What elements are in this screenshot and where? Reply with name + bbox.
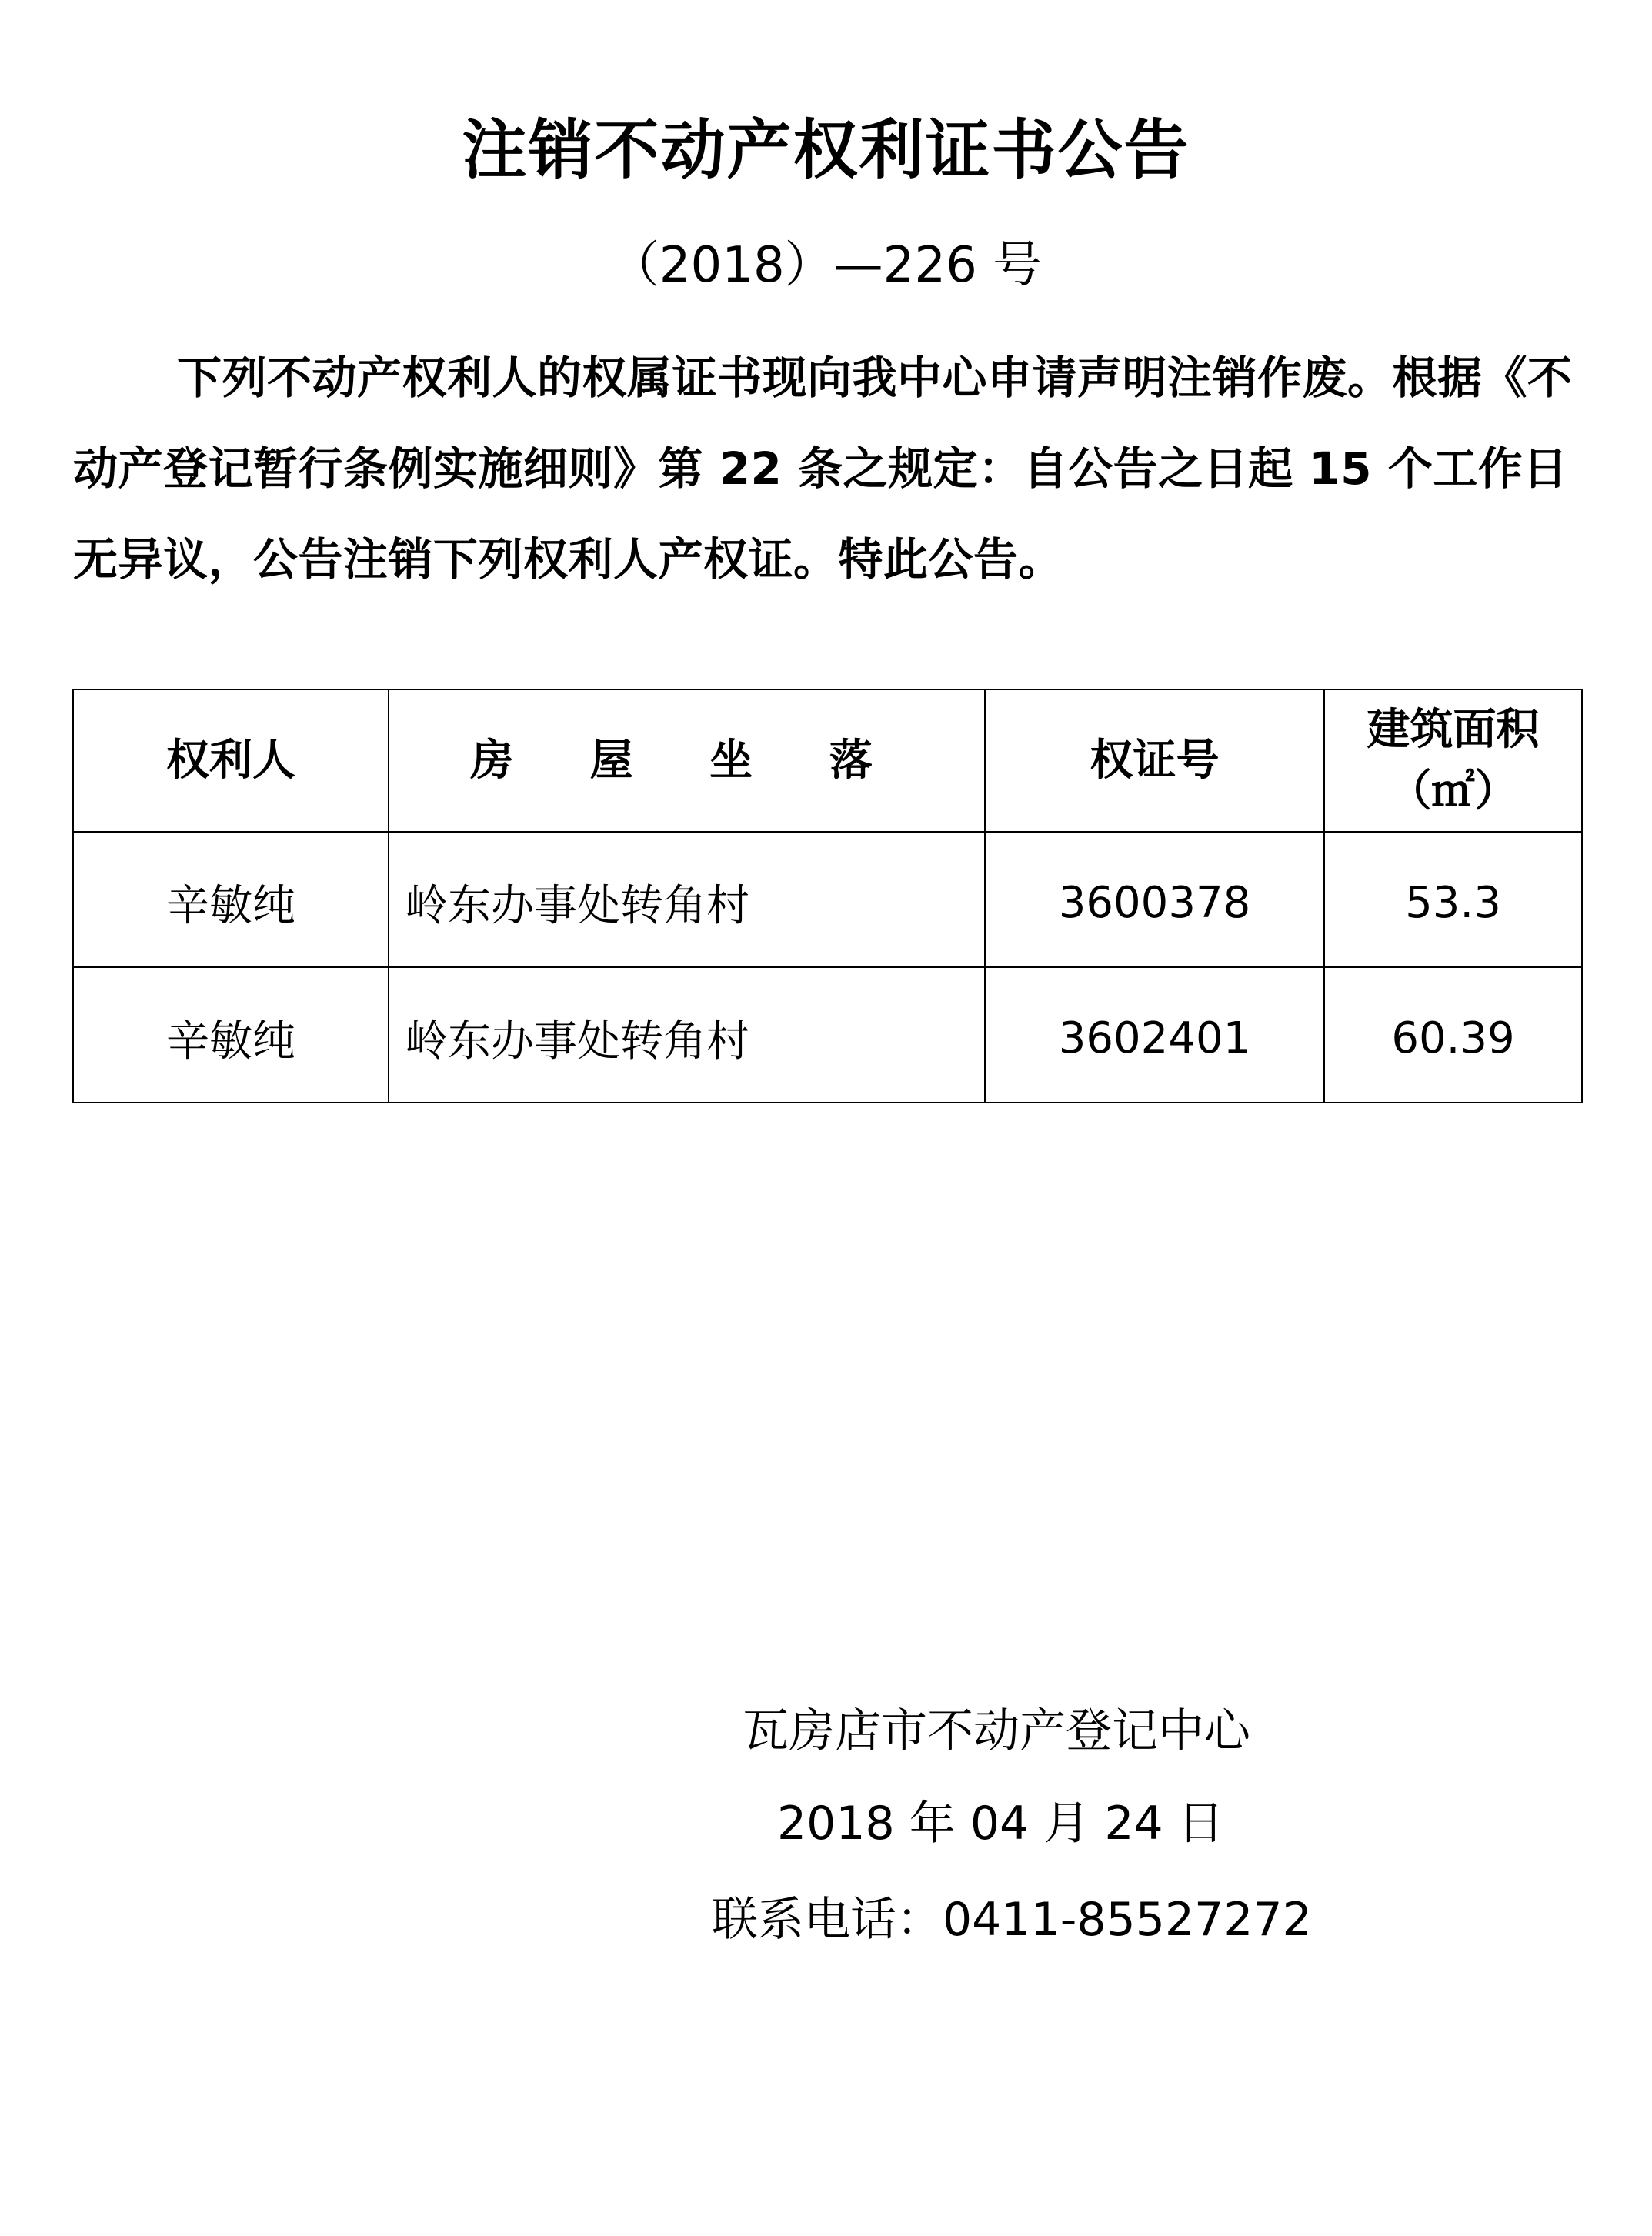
cell-location: 岭东办事处转角村	[389, 967, 985, 1103]
records-table	[72, 689, 1583, 1103]
cell-area: 53.3	[1324, 832, 1582, 967]
header-location	[389, 689, 985, 832]
cell-owner: 辛敏纯	[73, 967, 389, 1103]
notice-title: 注销不动产权利证书公告	[462, 112, 1190, 188]
issue-date: 2018 年 04 月 24 日	[777, 1797, 1224, 1851]
header-location-label: 房 屋 坐 落	[470, 735, 903, 786]
header-cert-no: 权证号	[985, 689, 1324, 832]
header-area	[1324, 689, 1582, 832]
header-area-unit: （㎡）	[1388, 766, 1518, 816]
table-row	[73, 832, 1582, 967]
header-area-label: 建筑面积	[1367, 704, 1540, 755]
header-owner: 权利人	[73, 689, 389, 832]
issuing-organization: 瓦房店市不动产登记中心	[743, 1704, 1250, 1758]
cell-cert-no: 3602401	[985, 967, 1324, 1103]
cell-area: 60.39	[1324, 967, 1582, 1103]
notice-number: （2018）—226 号	[609, 237, 1043, 294]
cell-location: 岭东办事处转角村	[389, 832, 985, 967]
table-row	[73, 967, 1582, 1103]
table-header-row	[73, 689, 1582, 832]
cell-owner: 辛敏纯	[73, 832, 389, 967]
cell-cert-no: 3600378	[985, 832, 1324, 967]
contact-phone: 联系电话：0411-85527272	[712, 1893, 1312, 1947]
notice-body: 下列不动产权利人的权属证书现向我中心申请声明注销作废。根据《不动产登记暂行条例实施细则》第 22 条之规定：自公告之日起 15 个工作日无异议，公告注销下列权利人产权证。特此公告。	[73, 352, 1573, 586]
